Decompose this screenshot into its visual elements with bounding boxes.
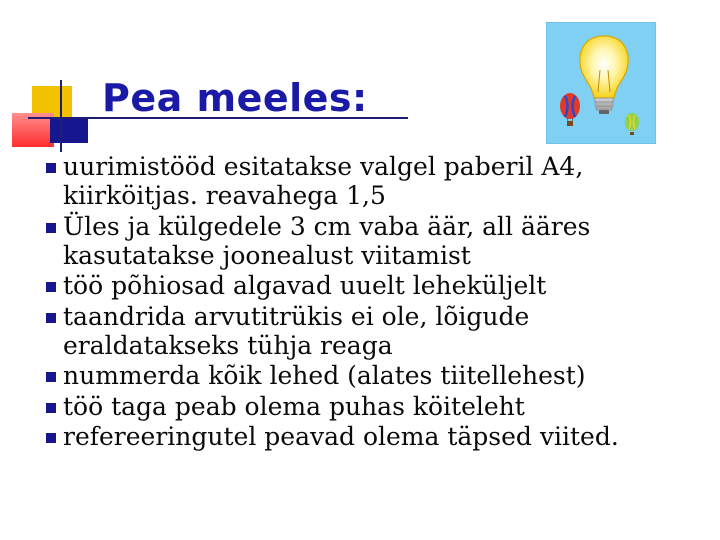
bullet-square-icon	[46, 313, 56, 323]
bullet-square-icon	[46, 282, 56, 292]
bullet-item	[46, 302, 706, 360]
bullet-text: taandrida arvutitrükis ei ole, lõigude eraldatakseks tühja reaga	[63, 301, 530, 360]
bullet-item	[46, 392, 706, 421]
bullet-text: uurimistööd esitatakse valgel paberil A4, kiirköitjas. reavahega 1,5	[63, 152, 584, 210]
bullet-item	[46, 212, 706, 270]
bullet-square-icon	[46, 372, 56, 382]
bullet-square-icon	[46, 403, 56, 413]
decor-blue-square	[50, 117, 88, 143]
bullet-list	[46, 152, 706, 453]
slide-title: Pea meeles:	[102, 76, 368, 120]
bullet-text: töö taga peab olema puhas köiteleht	[63, 391, 525, 421]
decor-vertical-line	[60, 80, 62, 152]
bullet-square-icon	[46, 223, 56, 233]
bullet-text: refereeringutel peavad olema täpsed viited.	[63, 422, 619, 451]
bullet-item	[46, 422, 706, 451]
bullet-item	[46, 271, 706, 300]
bullet-item	[46, 152, 706, 210]
bullet-text: Üles ja külgedele 3 cm vaba äär, all ääres kasutatakse joonealust viitamist	[63, 211, 591, 270]
bullet-square-icon	[46, 433, 56, 443]
bullet-text: nummerda kõik lehed (alates tiitellehest)	[63, 361, 586, 390]
bullet-square-icon	[46, 163, 56, 173]
bullet-text: töö põhiosad algavad uuelt leheküljelt	[63, 271, 547, 300]
bullet-item	[46, 361, 706, 390]
lightbulb-balloons-icon	[546, 22, 656, 144]
